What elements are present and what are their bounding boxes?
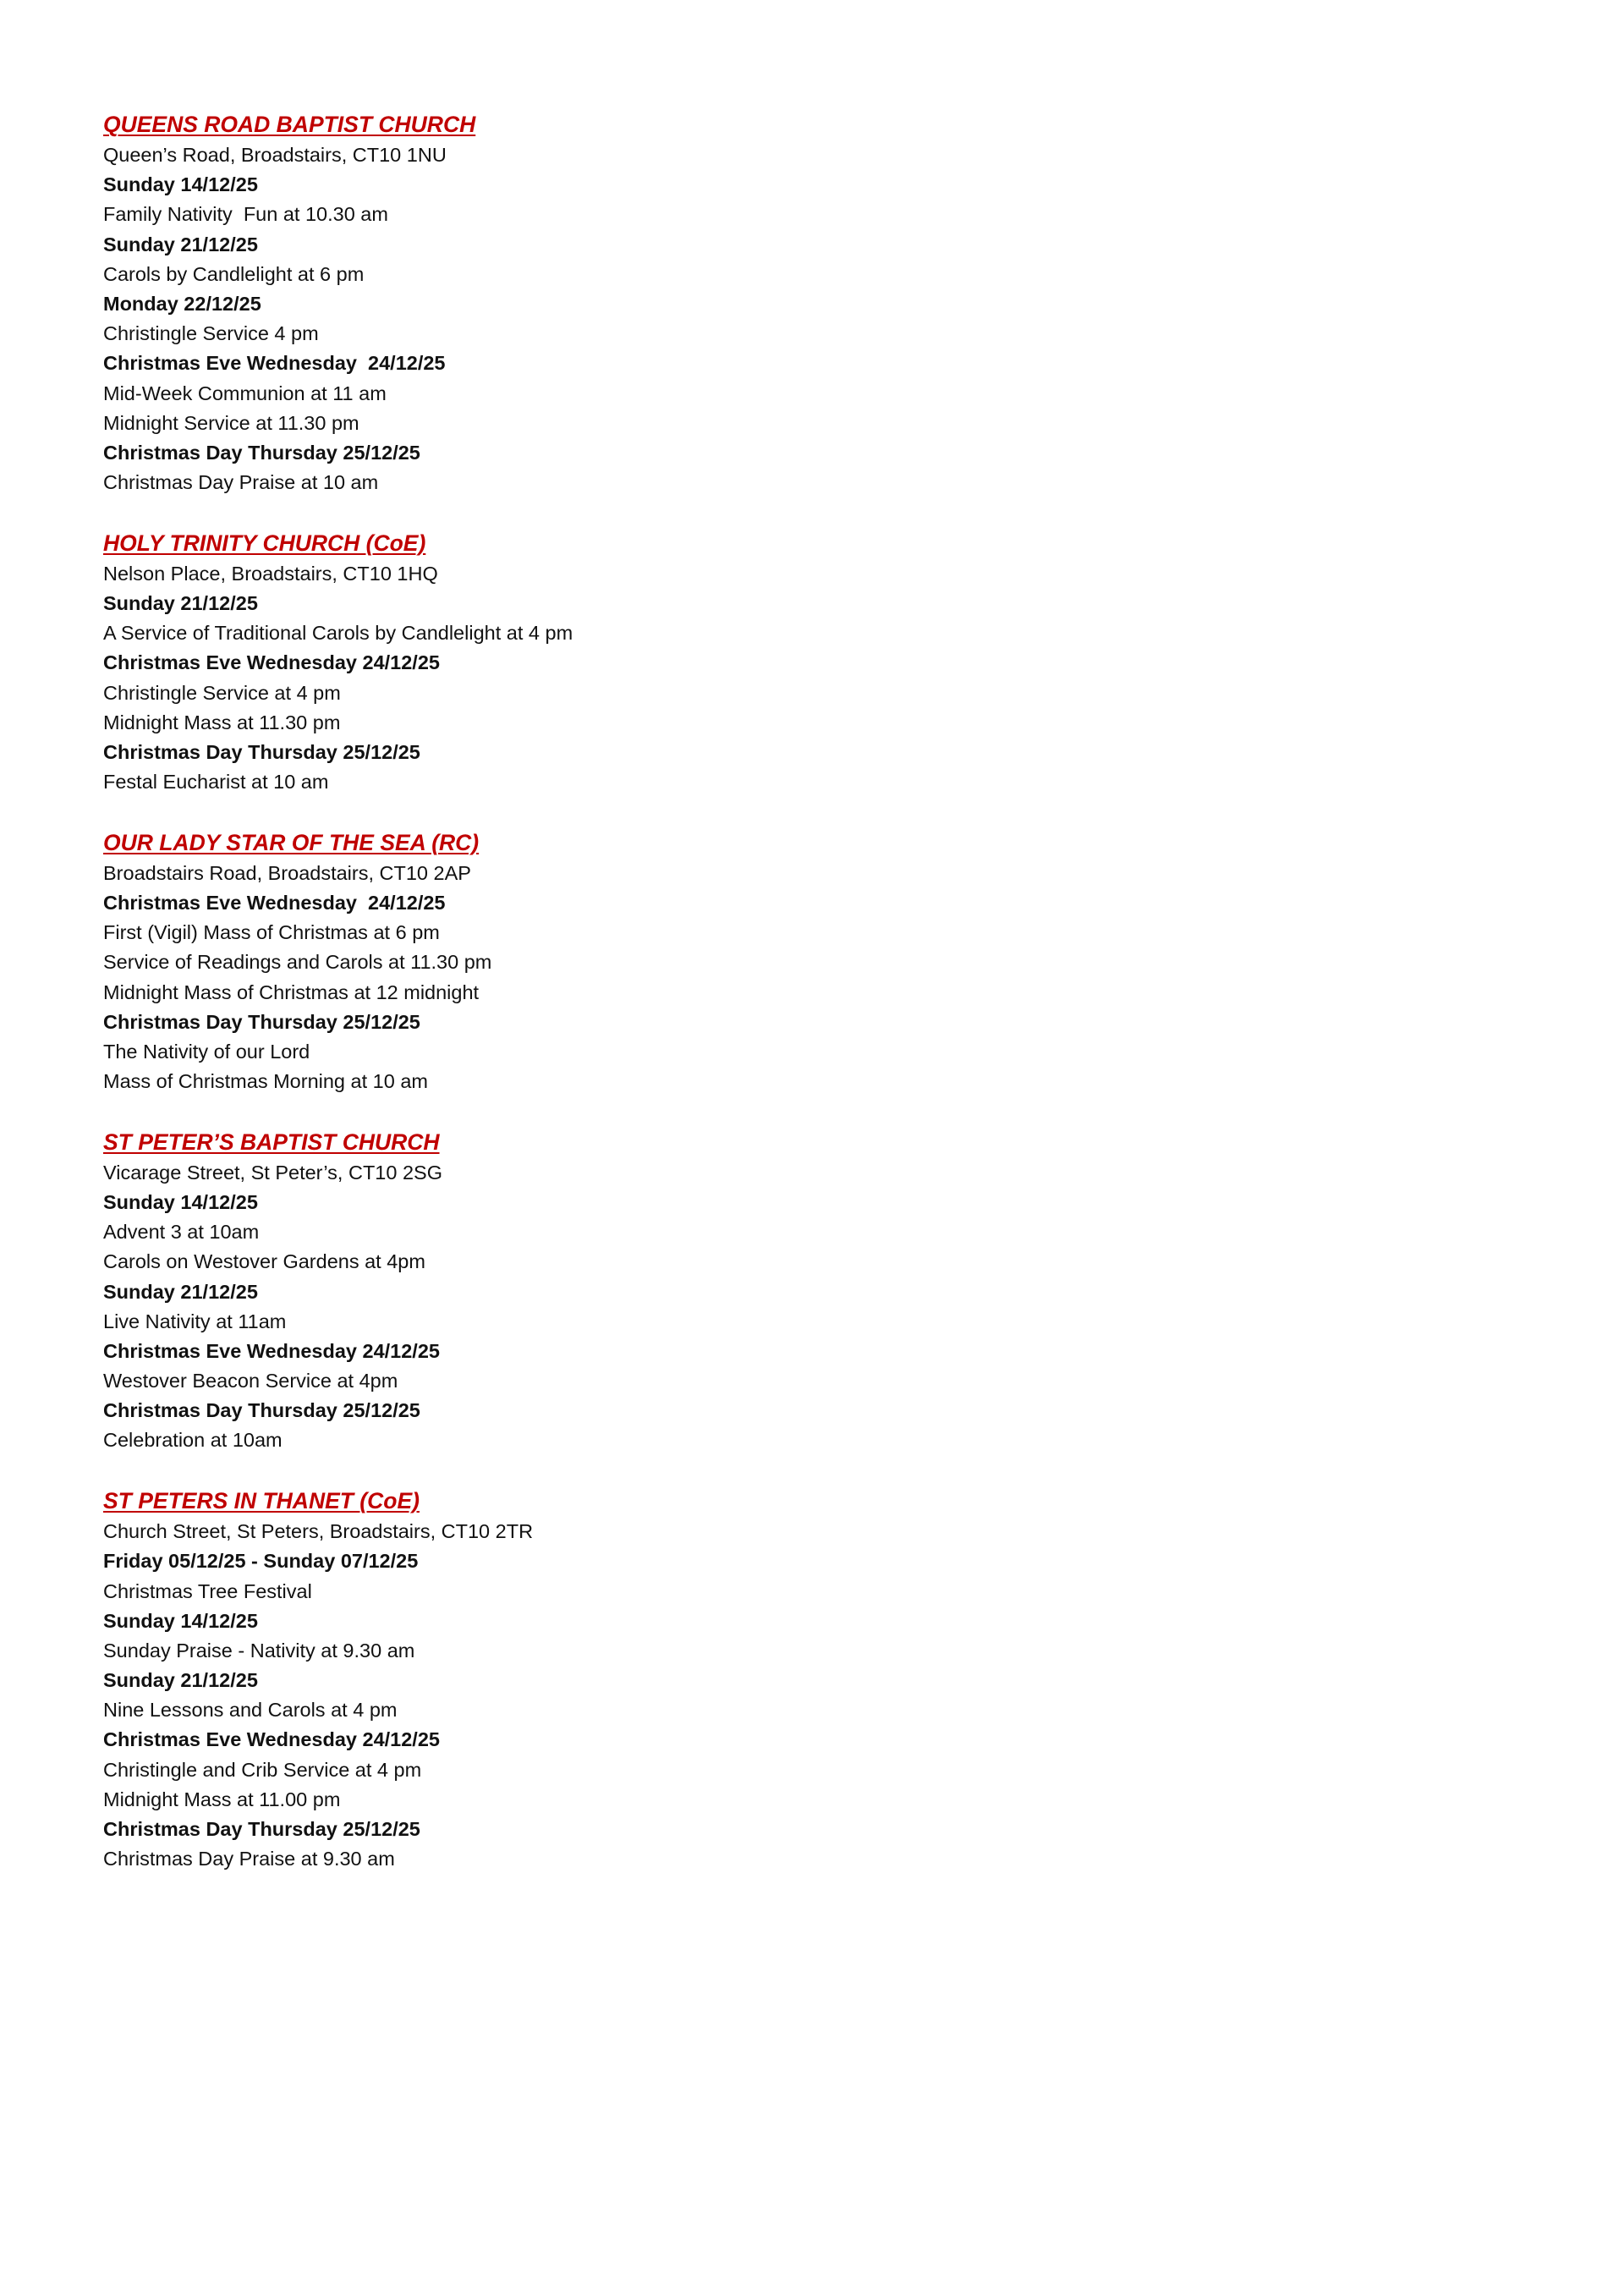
service-date: Christmas Eve Wednesday 24/12/25 [103, 891, 446, 914]
church-address: Queen’s Road, Broadstairs, CT10 1NU [103, 144, 447, 166]
service-date: Monday 22/12/25 [103, 292, 261, 315]
service-item: Christmas Day Praise at 9.30 am [103, 1848, 395, 1870]
service-item: Carols on Westover Gardens at 4pm [103, 1250, 425, 1273]
church-section [103, 527, 1457, 798]
church-address: Vicarage Street, St Peter’s, CT10 2SG [103, 1161, 443, 1184]
service-date: Christmas Eve Wednesday 24/12/25 [103, 1339, 440, 1362]
service-item: Westover Beacon Service at 4pm [103, 1370, 398, 1392]
service-item: Christmas Tree Festival [103, 1579, 312, 1602]
service-date: Sunday 14/12/25 [103, 173, 258, 196]
church-name: ST PETER’S BAPTIST CHURCH [103, 1129, 440, 1155]
service-item: Christingle Service 4 pm [103, 322, 319, 345]
service-item: Midnight Mass at 11.30 pm [103, 711, 341, 733]
church-address: Nelson Place, Broadstairs, CT10 1HQ [103, 562, 438, 585]
service-date: Sunday 21/12/25 [103, 1669, 258, 1692]
church-address: Church Street, St Peters, Broadstairs, CT10 2TR [103, 1520, 534, 1543]
church-name: ST PETERS IN THANET (CoE) [103, 1488, 420, 1514]
service-item: Sunday Praise - Nativity at 9.30 am [103, 1639, 415, 1662]
service-item: Service of Readings and Carols at 11.30 pm [103, 951, 492, 974]
service-item: Celebration at 10am [103, 1429, 283, 1452]
service-date: Christmas Eve Wednesday 24/12/25 [103, 1728, 440, 1751]
church-section [103, 827, 1457, 1097]
service-item: A Service of Traditional Carols by Candlelight at 4 pm [103, 622, 573, 645]
service-item: Festal Eucharist at 10 am [103, 771, 329, 794]
church-section [103, 1126, 1457, 1456]
service-date: Christmas Day Thursday 25/12/25 [103, 1399, 420, 1422]
service-item: First (Vigil) Mass of Christmas at 6 pm [103, 921, 440, 944]
service-item: The Nativity of our Lord [103, 1040, 310, 1063]
service-item: Family Nativity Fun at 10.30 am [103, 203, 388, 226]
service-date: Friday 05/12/25 - Sunday 07/12/25 [103, 1550, 419, 1573]
service-item: Live Nativity at 11am [103, 1310, 287, 1332]
service-item: Mid-Week Communion at 11 am [103, 382, 387, 404]
service-item: Mass of Christmas Morning at 10 am [103, 1070, 428, 1093]
service-item: Christingle Service at 4 pm [103, 681, 341, 704]
service-listing [103, 108, 1457, 1903]
service-date: Sunday 14/12/25 [103, 1190, 258, 1213]
service-date: Sunday 21/12/25 [103, 591, 258, 614]
service-date: Sunday 14/12/25 [103, 1609, 258, 1632]
service-date: Christmas Eve Wednesday 24/12/25 [103, 651, 440, 674]
church-name: QUEENS ROAD BAPTIST CHURCH [103, 112, 476, 137]
service-item: Midnight Mass of Christmas at 12 midnight [103, 980, 480, 1003]
service-item: Midnight Mass at 11.00 pm [103, 1788, 341, 1810]
service-date: Christmas Day Thursday 25/12/25 [103, 441, 420, 464]
church-section [103, 1485, 1457, 1874]
service-date: Christmas Eve Wednesday 24/12/25 [103, 352, 446, 375]
service-date: Sunday 21/12/25 [103, 233, 258, 255]
service-item: Advent 3 at 10am [103, 1221, 260, 1244]
church-name: OUR LADY STAR OF THE SEA (RC) [103, 829, 480, 855]
service-item: Midnight Service at 11.30 pm [103, 411, 359, 434]
church-section [103, 108, 1457, 497]
service-date: Christmas Day Thursday 25/12/25 [103, 1818, 420, 1840]
church-name: HOLY TRINITY CHURCH (CoE) [103, 530, 426, 556]
service-date: Sunday 21/12/25 [103, 1280, 258, 1303]
service-item: Christingle and Crib Service at 4 pm [103, 1758, 422, 1781]
service-item: Carols by Candlelight at 6 pm [103, 262, 365, 285]
service-date: Christmas Day Thursday 25/12/25 [103, 1010, 420, 1033]
church-address: Broadstairs Road, Broadstairs, CT10 2AP [103, 861, 471, 884]
service-date: Christmas Day Thursday 25/12/25 [103, 740, 420, 763]
service-item: Nine Lessons and Carols at 4 pm [103, 1699, 398, 1722]
service-item: Christmas Day Praise at 10 am [103, 471, 379, 494]
